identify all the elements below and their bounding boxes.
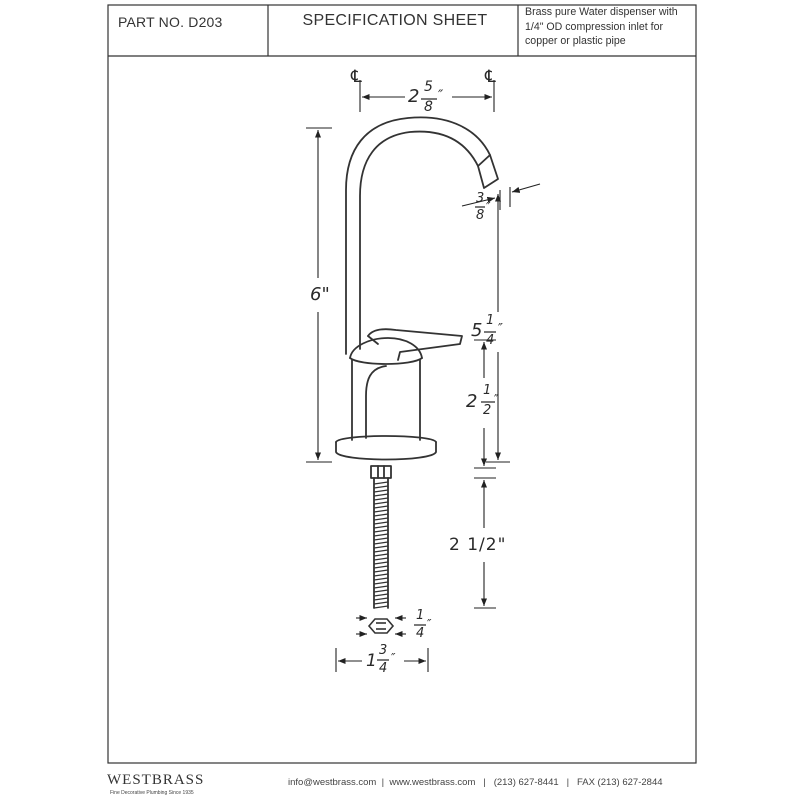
part-number-label: PART NO. D203 — [118, 14, 223, 30]
dim-spout-outlet-den: 8 — [476, 208, 485, 223]
dim-base-diameter-inch: ″ — [391, 651, 396, 665]
thread-line — [374, 578, 388, 580]
thread-line — [374, 494, 388, 496]
thread-line — [374, 514, 388, 516]
thread-line — [374, 518, 388, 520]
thread-line — [374, 550, 388, 552]
dim-base-diameter-num: 3 — [379, 643, 388, 658]
thread-line — [374, 582, 388, 584]
fraction-bars — [377, 99, 496, 660]
thread-line — [374, 538, 388, 540]
logo-tagline: Fine Decorative Plumbing Since 1935 — [110, 790, 194, 796]
thread-line — [374, 490, 388, 492]
westbrass-logo: WESTBRASS — [107, 772, 205, 788]
dim-spout-outlet-num: 3 — [476, 191, 485, 206]
sheet-title: SPECIFICATION SHEET — [302, 12, 488, 29]
dim-base-diameter-whole: 1 — [366, 651, 377, 671]
dim-body-height-inch: ″ — [494, 393, 499, 408]
thread-line — [374, 530, 388, 532]
thread-line — [374, 602, 388, 604]
thread-line — [374, 506, 388, 508]
dim-nut-thickness-den: 4 — [416, 626, 425, 641]
thread-line — [374, 546, 388, 548]
dim-body-height-whole: 2 — [466, 391, 478, 412]
dim-spout-outlet-inch: ″ — [486, 200, 491, 214]
thread-line — [374, 502, 388, 504]
dim-spout-reach-inch: ″ — [438, 88, 444, 104]
thread-line — [374, 526, 388, 528]
thread-line — [374, 594, 388, 596]
dim-nut-thickness-inch: ″ — [427, 617, 432, 631]
dim-spout-reach-whole: 2 — [408, 86, 420, 107]
dim-body-height-den: 2 — [483, 403, 492, 418]
dim-spout-height-num: 1 — [486, 313, 495, 328]
bottom-nut — [369, 619, 393, 633]
shank-threads — [374, 482, 388, 608]
thread-line — [374, 534, 388, 536]
dim-shank-length: 2 1/2" — [449, 535, 507, 555]
thread-line — [374, 586, 388, 588]
dim-spout-height-inch: ″ — [498, 322, 503, 337]
dimension-lines — [306, 80, 540, 672]
centerline-right-symbol: ℄ — [485, 67, 496, 87]
contact-info: info@westbrass.com | www.westbrass.com | (213) 627-8441 | FAX (213) 627-2844 — [288, 777, 663, 788]
dim-spout-reach-num: 5 — [424, 79, 433, 95]
thread-line — [374, 510, 388, 512]
thread-line — [374, 574, 388, 576]
thread-line — [374, 562, 388, 564]
thread-line — [374, 498, 388, 500]
dim-total-height: 6" — [310, 284, 330, 305]
dim-spout-height-den: 4 — [486, 333, 495, 348]
thread-line — [374, 522, 388, 524]
thread-line — [374, 554, 388, 556]
dim-spout-height-whole: 5 — [471, 320, 483, 341]
thread-line — [374, 558, 388, 560]
centerline-left-symbol: ℄ — [351, 67, 362, 87]
thread-line — [374, 598, 388, 600]
thread-line — [374, 542, 388, 544]
thread-line — [374, 570, 388, 572]
thread-line — [374, 566, 388, 568]
dim-base-diameter-den: 4 — [379, 661, 388, 676]
dim-nut-thickness-num: 1 — [416, 608, 425, 623]
dim-body-height-num: 1 — [483, 383, 492, 398]
thread-line — [374, 486, 388, 488]
thread-line — [374, 606, 388, 608]
thread-line — [374, 590, 388, 592]
product-description: Brass pure Water dispenser with 1/4" OD compression inlet for copper or plastic pipe — [525, 6, 678, 47]
thread-line — [374, 482, 388, 484]
dim-spout-reach-den: 8 — [424, 99, 433, 115]
